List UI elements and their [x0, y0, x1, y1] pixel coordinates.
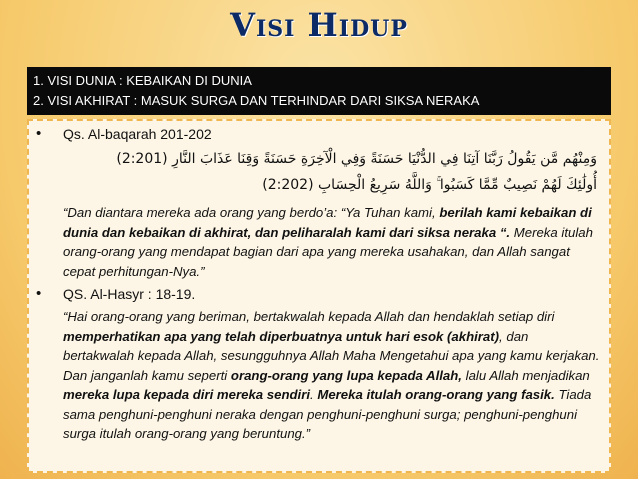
quote-bold: orang-orang yang lupa kepada Allah,: [230, 367, 462, 383]
arabic-verse-202: أُولَٰئِكَ لَهُمْ نَصِيبٌ مِّمَّا كَسَبُوا ۚ وَاللَّهُ سَرِيعُ الْحِسَابِ (2:202): [262, 177, 597, 193]
vision-banner: [27, 67, 611, 115]
translation-al-baqarah: [63, 203, 603, 281]
quote-bold: memperhatikan apa yang telah diperbuatnya untuk hari esok (akhirat): [63, 328, 500, 344]
translation-al-hasyr: [63, 307, 603, 444]
banner-line-1: 1. VISI DUNIA : KEBAIKAN DI DUNIA: [33, 73, 252, 88]
quote-text: .: [310, 387, 318, 402]
quote-text: , dan bertakwalah kepada Allah, sesungguhnya Allah Maha Mengetahui apa yang kamu kerjakan. Dan janganlah kamu seperti: [63, 328, 600, 383]
quote-bold: Mereka itulah orang-orang yang fasik.: [317, 387, 555, 402]
quote-bold: mereka lupa kepada diri mereka sendiri: [63, 387, 311, 402]
quote-text: lalu Allah menjadikan: [461, 367, 590, 383]
quote-bold: berilah kami kebaikan di dunia dan kebaikan di akhirat, dan peliharalah kami dari siksa neraka “.: [63, 205, 592, 240]
content-panel: [27, 119, 611, 473]
ref-al-hasyr: QS. Al-Hasyr : 18-19.: [63, 286, 196, 302]
banner-line-2: 2. VISI AKHIRAT : MASUK SURGA DAN TERHINDAR DARI SIKSA NERAKA: [33, 93, 480, 108]
slide-title: Visi Hidup: [230, 6, 408, 44]
quote-text: “Dan diantara mereka ada orang yang berdo’a: “Ya Tuhan kami,: [63, 205, 440, 220]
quote-text: Tiada sama penghuni-penghuni neraka dengan penghuni-penghuni surga; penghuni-penghuni surga itulah orang-orang yang beruntung.”: [63, 387, 592, 441]
bullet-1: •: [36, 125, 42, 142]
quote-text: Mereka itulah orang-orang yang mendapat bagian dari apa yang mereka usahakan, dan Allah sangat cepat perhitungan-Nya.”: [63, 224, 593, 279]
bullet-2: •: [36, 285, 42, 302]
quote-text: “Hai orang-orang yang beriman, bertakwalah kepada Allah dan hendaklah setiap diri: [63, 309, 555, 324]
arabic-verse-201: وَمِنْهُم مَّن يَقُولُ رَبَّنَا آتِنَا فِي الدُّنْيَا حَسَنَةً وَفِي الْآخِرَةِ حَسَنَةً وَقِنَا عَذَابَ النَّارِ (2:201): [116, 151, 597, 167]
ref-al-baqarah: Qs. Al-baqarah 201-202: [63, 126, 212, 142]
